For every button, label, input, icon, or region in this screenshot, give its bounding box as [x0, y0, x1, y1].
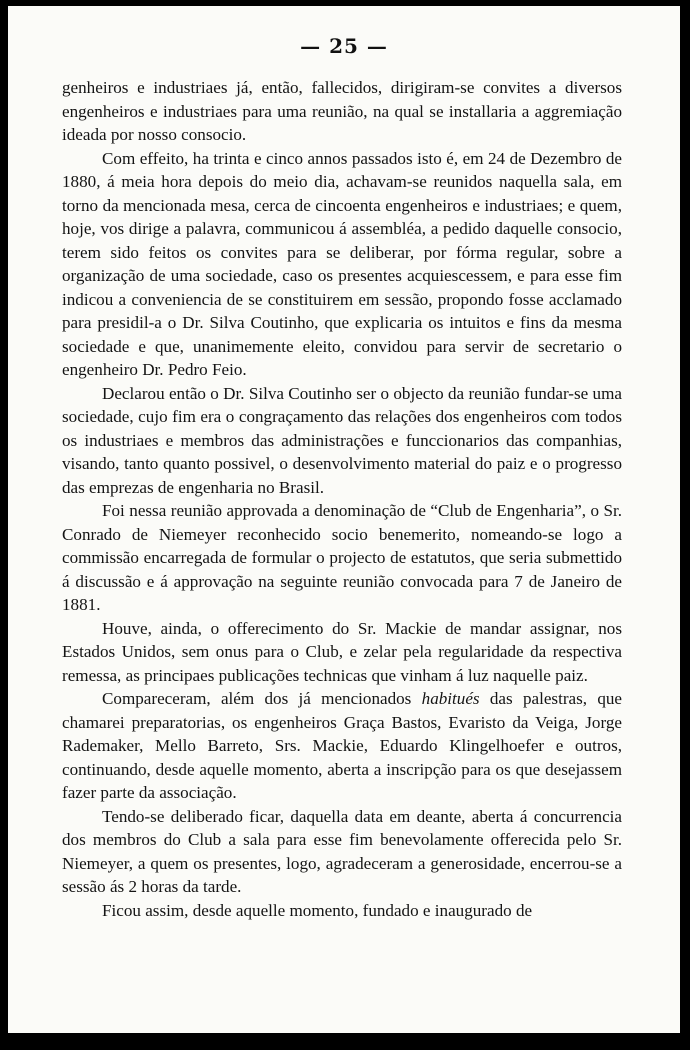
- paragraph-7: Tendo-se deliberado ficar, daquella data em deante, aberta á concurrencia dos membros do Club a sala para esse fim benevolamente offerecida pelo Sr. Niemeyer, a quem os presentes, logo, agradeceram a generosidade, encerrou-se a sessão ás 2 horas da tarde.: [62, 806, 622, 896]
- paragraph-1: genheiros e industriaes já, então, fallecidos, dirigiram-se convites a diversos engenheiros e industriaes para uma reunião, na qual se installaria a aggremiação ideada por nosso consocio.: [62, 78, 622, 144]
- paragraph-6-start: Compareceram, além dos já mencionados: [102, 689, 422, 708]
- document-page: [8, 6, 680, 1033]
- body-text: [62, 76, 622, 922]
- paragraph-8: Ficou assim, desde aquelle momento, fundado e inaugurado de: [102, 900, 533, 920]
- paragraph-3: Declarou então o Dr. Silva Coutinho ser o objecto da reunião fundar-se uma sociedade, cujo fim era o congraçamento das relações dos engenheiros com todos os industriaes e membros das administrações e funccionarios das companhias, visando, tanto quanto possivel, o desenvolvimento material do paiz e o progresso das emprezas de engenharia no Brasil.: [62, 383, 622, 497]
- paragraph-6-end: das palestras, que chamarei preparatorias, os engenheiros Graça Bastos, Evaristo da Veiga, Jorge Rademaker, Mello Barreto, Srs. Mackie, Eduardo Klingelhoefer e outros, continuando, desde aquelle momento, aberta a inscripção para os que desejassem fazer parte da associação.: [62, 689, 622, 802]
- paragraph-6: [62, 687, 622, 805]
- page-number: — 25 —: [300, 34, 388, 58]
- paragraph-5: Houve, ainda, o offerecimento do Sr. Mackie de mandar assignar, nos Estados Unidos, sem onus para o Club, e zelar pela regularidade da respectiva remessa, as principaes publicações technicas que vinham á luz naquelle paiz.: [62, 618, 622, 685]
- paragraph-4: Foi nessa reunião approvada a denominação de “Club de Engenharia”, o Sr. Conrado de Niemeyer reconhecido socio benemerito, nomeando-se logo a commissão encarregada de formular o projecto de estatutos, que seria submettido á discussão e á approvação na seguinte reunião convocada para 7 de Janeiro de 1881.: [62, 501, 622, 614]
- paragraph-2: Com effeito, ha trinta e cinco annos passados isto é, em 24 de Dezembro de 1880, á meia hora depois do meio dia, achavam-se reunidos naquella sala, em torno da mencionada mesa, cerca de cincoenta engenheiros e industriaes; e quem, hoje, vos dirige a palavra, communicou á assembléa, a pedido daquelle consocio, terem sido feitos os convites para se deliberar, por fórma regular, sobre a organização de uma sociedade, caso os presentes acquiescessem, e para esse fim indicou a conveniencia de se constituirem em sessão, propondo fosse acclamado para presidil-a o Dr. Silva Coutinho, que explicaria os intuitos e fins da mesma sociedade e que, unanimemente eleito, convidou para servir de secretario o engenheiro Dr. Pedro Feio.: [62, 148, 622, 379]
- paragraph-6-italic-term: habitués: [421, 689, 480, 708]
